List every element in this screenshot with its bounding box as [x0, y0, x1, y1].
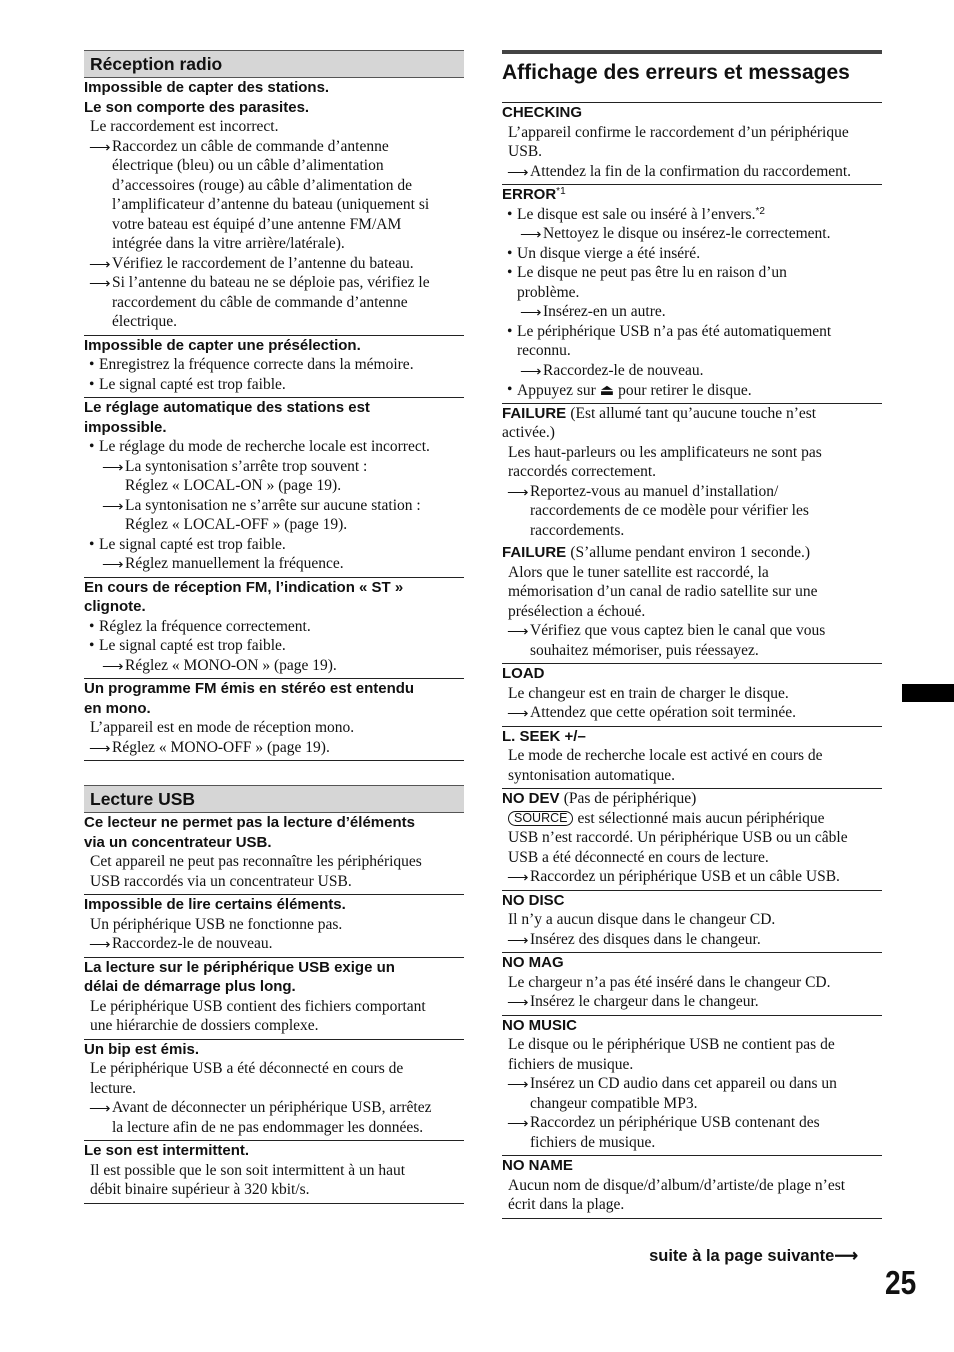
line-text: Attendez la fin de la confirmation du raccordement. — [530, 162, 852, 180]
line-text: raccordements de ce modèle pour vérifier les — [530, 502, 809, 519]
text-line — [502, 583, 882, 603]
text-line — [84, 935, 464, 955]
text-line — [84, 516, 464, 536]
line-text: Le raccordement est incorrect. — [90, 118, 279, 135]
message-code — [502, 790, 882, 810]
text-line — [84, 853, 464, 873]
text-line — [502, 829, 882, 849]
line-text: Réglez la fréquence correctement. — [99, 617, 311, 635]
footnote-ref: *1 — [556, 186, 566, 197]
line-text: électrique (bleu) ou un câble d’alimentation — [112, 157, 384, 174]
line-text: Si l’antenne du bateau ne se déploie pas, vérifiez le — [112, 274, 430, 291]
line-text: Le disque ne peut pas être lu en raison d’un — [517, 264, 787, 281]
text-line — [502, 931, 882, 951]
line-text: USB a été déconnecté en cours de lecture. — [508, 848, 769, 866]
entry-title: délai de démarrage plus long. — [84, 978, 296, 995]
line-text: Le mode de recherche locale est activé en cours de — [508, 747, 823, 764]
entry-title: Le son comporte des parasites. — [84, 98, 310, 116]
line-text: Un périphérique USB ne fonctionne pas. — [90, 915, 343, 933]
arrow-icon: ⟶ — [89, 276, 111, 292]
message-code-text: L. SEEK +/– — [502, 727, 586, 745]
troubleshooting-entry — [84, 336, 464, 399]
line-text: Insérez le chargeur dans le changeur. — [530, 993, 759, 1010]
arrow-icon: ⟶ — [507, 624, 529, 640]
message-code-text: NO MAG — [502, 954, 564, 971]
arrow-icon: ⟶ — [507, 484, 529, 501]
text-line — [84, 196, 464, 216]
message-entry — [502, 953, 882, 1016]
troubleshooting-entry — [84, 398, 464, 578]
line-text: fichiers de musique. — [530, 1133, 656, 1151]
text-line — [502, 704, 882, 724]
entry-title: Un programme FM émis en stéréo est entendu — [84, 680, 415, 697]
text-line — [502, 849, 882, 869]
entry-title: Impossible de capter des stations. — [84, 79, 330, 96]
line-text: reconnu. — [517, 342, 571, 359]
arrow-icon: ⟶ — [102, 459, 124, 476]
line-text: votre bateau est équipé d’une antenne FM/AM — [112, 215, 402, 233]
arrow-icon: ⟶ — [89, 1101, 111, 1117]
text-line — [84, 177, 464, 197]
line-text: L’appareil confirme le raccordement d’un périphérique — [508, 123, 849, 141]
text-line — [502, 564, 882, 584]
message-entry — [502, 789, 882, 891]
line-text: Vérifiez que vous captez bien le canal que vous — [530, 622, 826, 639]
text-line — [84, 458, 464, 478]
text-line — [502, 381, 882, 401]
text-line — [502, 1134, 882, 1154]
line-text: Raccordez un périphérique USB et un câble USB. — [530, 868, 840, 885]
message-entry — [502, 103, 882, 185]
text-line — [84, 497, 464, 517]
line-text: Enregistrez la fréquence correcte dans la mémoire. — [99, 356, 414, 373]
line-text: syntonisation automatique. — [508, 766, 676, 784]
entry-title: Le réglage automatique des stations est — [84, 399, 370, 416]
bullet-icon: • — [89, 617, 95, 635]
text-line — [84, 1017, 464, 1037]
line-text: Le périphérique USB contient des fichiers comportant — [90, 997, 426, 1015]
message-entry — [502, 404, 882, 544]
arrow-icon: ⟶ — [520, 363, 542, 380]
text-line — [84, 719, 464, 739]
line-text: Cet appareil ne peut pas reconnaître les périphériques — [90, 853, 422, 870]
line-text: Avant de déconnecter un périphérique USB, arrêtez — [112, 1099, 432, 1116]
text-line — [84, 118, 464, 138]
line-text: Le réglage du mode de recherche locale est incorrect. — [99, 438, 430, 455]
bullet-icon: • — [507, 205, 513, 223]
line-text: Insérez un CD audio dans cet appareil ou dans un — [530, 1075, 837, 1092]
entry-title: en mono. — [84, 699, 151, 717]
message-code — [502, 186, 882, 206]
text-line — [502, 163, 882, 183]
line-text: problème. — [517, 283, 580, 301]
chapter-tab — [902, 684, 954, 702]
text-line — [84, 376, 464, 396]
text-line — [84, 356, 464, 376]
section-heading: Lecture USB — [84, 785, 464, 813]
line-text: Alors que le tuner satellite est raccordé, la — [508, 563, 769, 581]
entry-title: Le son est intermittent. — [84, 1142, 250, 1159]
line-text: débit binaire supérieur à 320 kbit/s. — [90, 1181, 310, 1198]
line-text: USB n’est raccordé. Un périphérique USB ou un câble — [508, 829, 848, 846]
arrow-icon: ⟶ — [507, 706, 529, 722]
line-text: Raccordez un périphérique USB contenant des — [530, 1114, 820, 1131]
line-text: raccordements. — [530, 521, 625, 539]
section-gap — [84, 761, 464, 785]
arrow-icon: ⟶ — [507, 870, 529, 886]
text-line — [502, 767, 882, 787]
arrow-icon: ⟶ — [834, 1247, 858, 1265]
arrow-icon: ⟶ — [102, 658, 124, 675]
text-line — [502, 685, 882, 705]
text-line — [84, 637, 464, 657]
line-text: Reportez-vous au manuel d’installation/ — [530, 482, 779, 500]
entry-title: clignote. — [84, 598, 146, 615]
troubleshooting-entry — [84, 1040, 464, 1142]
page-title: Affichage des erreurs et messages — [502, 58, 882, 103]
line-text: Insérez-en un autre. — [543, 303, 666, 320]
text-line — [84, 1119, 464, 1139]
line-text: Le signal capté est trop faible. — [99, 535, 286, 553]
section-heading: Réception radio — [84, 50, 464, 78]
message-entry — [502, 727, 882, 790]
troubleshooting-entry — [84, 895, 464, 958]
arrow-icon: ⟶ — [507, 995, 529, 1011]
arrow-icon: ⟶ — [102, 498, 124, 515]
message-code-text: NO MUSIC — [502, 1016, 577, 1034]
line-text: Insérez des disques dans le changeur. — [530, 930, 761, 948]
line-text: présélection a échoué. — [508, 602, 646, 620]
line-text: Le signal capté est trop faible. — [99, 637, 286, 654]
message-code — [502, 405, 882, 425]
message-code — [502, 1017, 882, 1037]
text-line — [502, 362, 882, 382]
line-text: Le signal capté est trop faible. — [99, 375, 286, 393]
message-code-text: CHECKING — [502, 104, 583, 121]
text-line — [502, 747, 882, 767]
text-line — [502, 143, 882, 163]
text-line — [84, 294, 464, 314]
text-line — [84, 1162, 464, 1182]
text-line — [84, 1060, 464, 1080]
text-line — [502, 522, 882, 542]
line-text: intégrée dans la vitre arrière/latérale). — [112, 235, 345, 252]
text-line — [84, 235, 464, 255]
entry-title: via un concentrateur USB. — [84, 833, 272, 851]
line-text: raccordement du câble de commande d’antenne — [112, 293, 408, 311]
text-line — [502, 444, 882, 464]
entry-title: impossible. — [84, 418, 167, 436]
entry-title: Impossible de lire certains éléments. — [84, 896, 346, 913]
line-text: la lecture afin de ne pas endommager les données. — [112, 1118, 424, 1136]
text-line — [84, 477, 464, 497]
title-bar — [502, 50, 882, 54]
line-text: Réglez « MONO-ON » (page 19). — [125, 656, 337, 674]
entry-title: Un bip est émis. — [84, 1040, 200, 1058]
text-line — [502, 642, 882, 662]
text-line — [502, 1196, 882, 1216]
troubleshooting-entry — [84, 679, 464, 761]
line-text: Le chargeur n’a pas été inséré dans le changeur CD. — [508, 973, 831, 991]
text-line — [502, 323, 882, 343]
message-code-text: ERROR — [502, 186, 557, 203]
message-code-text: NO NAME — [502, 1157, 573, 1174]
line-text: souhaitez mémoriser, puis réessayez. — [530, 641, 759, 659]
text-line — [84, 274, 464, 294]
troubleshooting-entry — [84, 813, 464, 895]
text-line — [502, 264, 882, 284]
text-line — [502, 1177, 882, 1197]
text-line — [502, 124, 882, 144]
line-text: Le périphérique USB n’a pas été automatiquement — [517, 322, 832, 340]
message-note: (Pas de périphérique) — [563, 790, 697, 807]
text-line — [502, 284, 882, 304]
text-line — [84, 1080, 464, 1100]
line-text: Appuyez sur ⏏ pour retirer le disque. — [517, 382, 752, 399]
text-line — [84, 313, 464, 333]
text-line — [502, 303, 882, 323]
message-entry — [502, 664, 882, 727]
arrow-icon: ⟶ — [520, 227, 542, 243]
entry-title: Impossible de capter une présélection. — [84, 336, 361, 354]
arrow-icon: ⟶ — [520, 305, 542, 321]
bullet-icon: • — [89, 375, 95, 393]
line-text: Raccordez-le de nouveau. — [543, 361, 704, 379]
troubleshooting-entry — [84, 78, 464, 336]
line-text: Nettoyez le disque ou insérez-le correctement. — [543, 225, 831, 242]
text-line — [84, 916, 464, 936]
line-text: Il est possible que le son soit intermittent à un haut — [90, 1161, 406, 1179]
text-line — [84, 739, 464, 759]
text-line — [84, 138, 464, 158]
text-line — [502, 483, 882, 503]
bullet-icon: • — [507, 381, 513, 398]
text-line — [502, 1056, 882, 1076]
line-text: mémorisation d’un canal de radio satellite sur une — [508, 583, 818, 600]
text-line — [84, 998, 464, 1018]
arrow-icon: ⟶ — [89, 256, 111, 273]
line-text: Réglez « LOCAL-OFF » (page 19). — [125, 516, 348, 533]
left-column — [84, 50, 464, 1204]
text-line — [502, 993, 882, 1013]
text-line — [84, 1181, 464, 1201]
line-text: l’amplificateur d’antenne du bateau (uniquement si — [112, 196, 430, 213]
line-text: lecture. — [90, 1079, 137, 1097]
text-line — [84, 657, 464, 677]
message-code — [502, 954, 882, 974]
message-note-cont: activée.) — [502, 424, 555, 441]
line-text: Réglez manuellement la fréquence. — [125, 555, 344, 572]
arrow-icon: ⟶ — [102, 557, 124, 573]
text-line — [502, 342, 882, 362]
line-text: Les haut-parleurs ou les amplificateurs ne sont pas — [508, 443, 822, 461]
text-line — [84, 216, 464, 236]
bullet-icon: • — [89, 356, 95, 373]
text-line — [502, 622, 882, 642]
message-entry — [502, 891, 882, 954]
message-entry — [502, 1156, 882, 1219]
message-code-text: NO DEV — [502, 790, 560, 807]
troubleshooting-entry — [84, 1141, 464, 1204]
text-line — [84, 255, 464, 275]
line-text: Le disque est sale ou inséré à l’envers. — [517, 205, 756, 223]
line-text: Le disque ou le périphérique USB ne contient pas de — [508, 1036, 835, 1053]
line-text: écrit dans la plage. — [508, 1196, 625, 1213]
text-line — [502, 1036, 882, 1056]
arrow-icon: ⟶ — [507, 164, 529, 181]
entry-title: En cours de réception FM, l’indication « ST » — [84, 578, 404, 596]
arrow-icon: ⟶ — [89, 740, 111, 757]
troubleshooting-entry — [84, 578, 464, 680]
text-line — [84, 873, 464, 893]
line-text: USB raccordés via un concentrateur USB. — [90, 872, 352, 890]
message-code — [502, 104, 882, 124]
text-line — [84, 1099, 464, 1119]
arrow-icon: ⟶ — [89, 937, 111, 953]
text-line — [502, 1095, 882, 1115]
text-line — [84, 438, 464, 458]
arrow-icon: ⟶ — [89, 139, 111, 156]
arrow-icon: ⟶ — [507, 1077, 529, 1093]
text-line — [84, 536, 464, 556]
entry-title: La lecture sur le périphérique USB exige un — [84, 958, 395, 976]
line-text: une hiérarchie de dossiers complexe. — [90, 1017, 319, 1034]
continued-text: suite à la page suivante — [649, 1247, 835, 1265]
line-text: La syntonisation s’arrête trop souvent : — [125, 457, 368, 475]
text-line — [502, 463, 882, 483]
continued-note — [649, 1246, 858, 1266]
line-text: Raccordez-le de nouveau. — [112, 935, 273, 952]
line-text: électrique. — [112, 313, 177, 330]
line-text: USB. — [508, 143, 543, 160]
message-note: (Est allumé tant qu’aucune touche n’est — [570, 404, 817, 422]
message-code-text: LOAD — [502, 665, 545, 682]
line-text: Le périphérique USB a été déconnecté en cours de — [90, 1060, 404, 1077]
line-text: Réglez « LOCAL-ON » (page 19). — [125, 477, 342, 494]
bullet-icon: • — [89, 438, 95, 455]
line-text: Il n’y a aucun disque dans le changeur CD. — [508, 911, 776, 928]
line-text: Le changeur est en train de charger le disque. — [508, 684, 789, 702]
text-line — [84, 618, 464, 638]
text-line — [84, 555, 464, 575]
line-text: Vérifiez le raccordement de l’antenne du bateau. — [112, 254, 414, 272]
message-entry — [502, 543, 882, 664]
message-code — [502, 728, 882, 748]
text-line — [502, 868, 882, 888]
line-text: changeur compatible MP3. — [530, 1094, 698, 1112]
line-text: est sélectionné mais aucun périphérique — [577, 809, 825, 827]
message-code — [502, 665, 882, 685]
entry-title: Ce lecteur ne permet pas la lecture d’éléments — [84, 814, 415, 831]
line-text: raccordés correctement. — [508, 463, 657, 480]
message-code-text: FAILURE — [502, 404, 567, 422]
line-text: La syntonisation ne s’arrête sur aucune station : — [125, 496, 421, 514]
line-text: L’appareil est en mode de réception mono. — [90, 719, 355, 736]
text-line — [502, 225, 882, 245]
message-code-text: NO DISC — [502, 891, 565, 909]
line-text: Raccordez un câble de commande d’antenne — [112, 137, 389, 155]
page-number: 25 — [885, 1264, 917, 1301]
message-entry — [502, 1016, 882, 1157]
bullet-icon: • — [507, 264, 513, 281]
text-line — [502, 911, 882, 931]
bullet-icon: • — [89, 535, 95, 553]
line-text: Un disque vierge a été inséré. — [517, 244, 701, 262]
text-line — [84, 157, 464, 177]
text-line — [502, 1075, 882, 1095]
text-line — [502, 603, 882, 623]
text-line — [502, 810, 882, 830]
text-line — [502, 974, 882, 994]
source-button-label: SOURCE — [508, 811, 573, 826]
bullet-icon: • — [89, 637, 95, 654]
text-line — [502, 206, 882, 226]
text-line — [502, 1114, 882, 1134]
line-text: Attendez que cette opération soit terminée. — [530, 704, 796, 721]
text-line — [502, 245, 882, 265]
footnote-ref: *2 — [755, 205, 765, 217]
bullet-icon: • — [507, 244, 513, 262]
message-code — [502, 892, 882, 912]
line-text: Réglez « MONO-OFF » (page 19). — [112, 738, 330, 756]
message-entry — [502, 185, 882, 404]
line-text: Aucun nom de disque/d’album/d’artiste/de plage n’est — [508, 1176, 846, 1194]
message-code — [502, 1157, 882, 1177]
text-line — [502, 502, 882, 522]
line-text: d’accessoires (rouge) au câble d’alimentation de — [112, 176, 412, 194]
arrow-icon: ⟶ — [507, 932, 529, 949]
right-column — [502, 50, 882, 1219]
message-code-text: FAILURE — [502, 544, 567, 561]
line-text: fichiers de musique. — [508, 1055, 634, 1073]
bullet-icon: • — [507, 322, 513, 340]
message-note: (S’allume pendant environ 1 seconde.) — [570, 544, 811, 561]
troubleshooting-entry — [84, 958, 464, 1040]
arrow-icon: ⟶ — [507, 1116, 529, 1132]
message-code — [502, 544, 882, 564]
